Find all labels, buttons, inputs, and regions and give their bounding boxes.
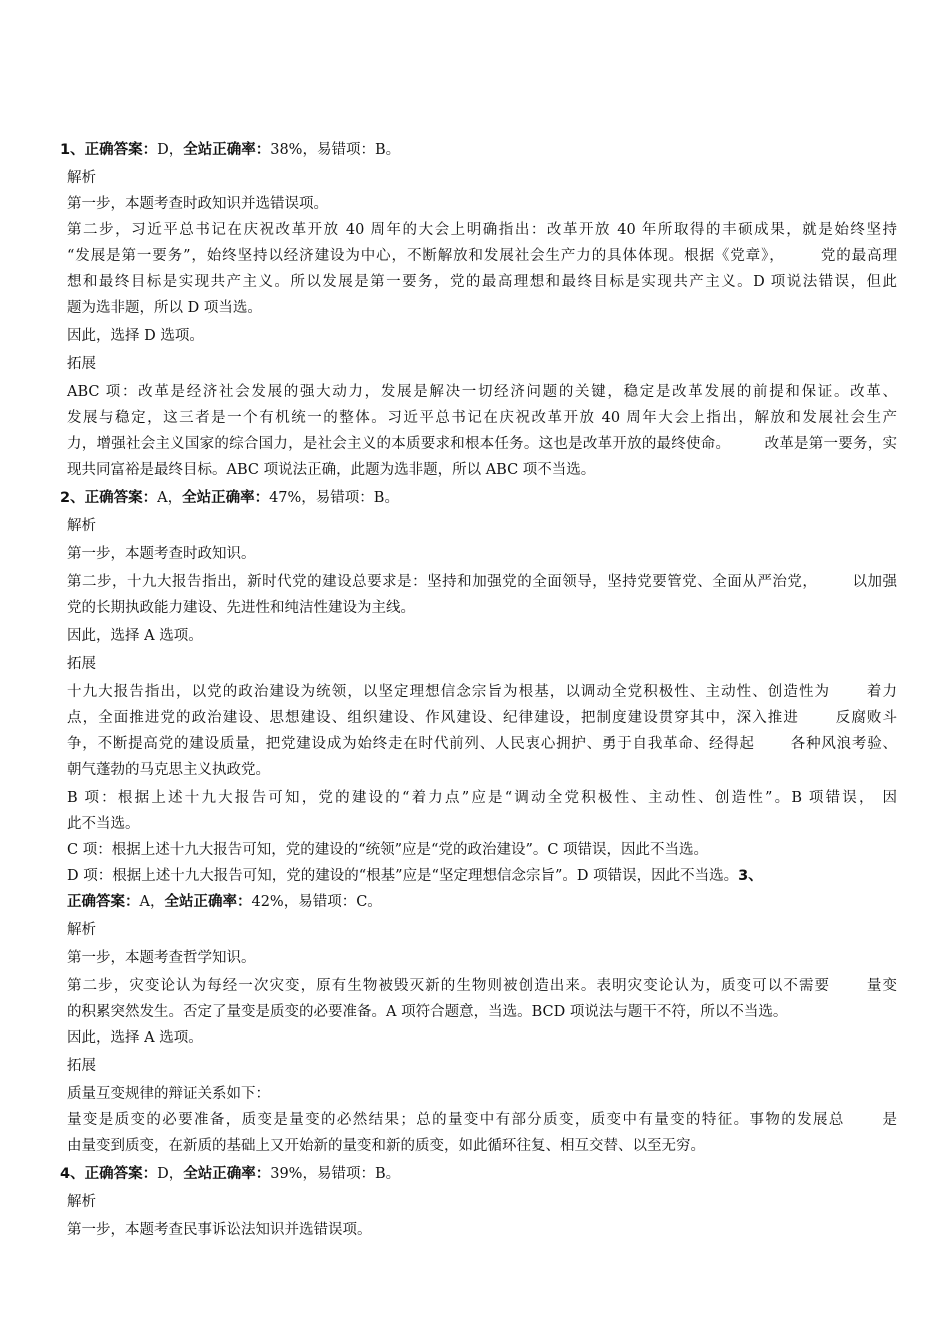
text-run: 第一步，本题考查时政知识并选错误项。	[67, 196, 328, 212]
text-line	[67, 948, 897, 968]
bold-label: 1、正确答案：	[60, 142, 158, 158]
bold-label: 2、正确答案：	[60, 490, 158, 506]
text-run: C 项：根据上述十九大报告可知，党的建设的“统领”应是“党的政治建设”。C 项错误，因此不当选。	[67, 842, 709, 858]
text-run: 现共同富裕是最终目标。ABC 项说法正确，此题为选非题，所以 ABC 项不当选。	[67, 462, 596, 478]
text-run: 因此，选择 A 选项。	[67, 628, 203, 644]
text-run: 的积累突然发生。否定了量变是质变的必要准备。A 项符合题意，当选。BCD 项说法与题干不符，所以不当选。	[67, 1004, 788, 1020]
text-line	[67, 866, 897, 886]
text-run: “发展是第一要务”，始终坚持以经济建设为中心，不断解放和发展社会生产力的具体体现。根据《党章》， 党的最高理	[67, 248, 897, 264]
text-line	[67, 626, 897, 646]
question-answer-header	[60, 1164, 890, 1184]
text-run: 由量变到质变，在新质的基础上又开始新的量变和新的质变，如此循环往复、相互交替、以至无穷。	[67, 1138, 705, 1154]
text-line	[67, 544, 897, 564]
text-run: 解析	[67, 922, 96, 938]
text-run: 力，增强社会主义国家的综合国力，是社会主义的本质要求和根本任务。这也是改革开放的最终使命。 改革是第一要务，实	[67, 436, 897, 452]
text-line	[67, 976, 897, 996]
text-run: 39%，易错项：B。	[270, 1166, 401, 1182]
text-line	[67, 168, 897, 188]
text-run: D，	[157, 1166, 184, 1182]
text-run: 朝气蓬勃的马克思主义执政党。	[67, 762, 270, 778]
text-run: 第二步，习近平总书记在庆祝改革开放 40 周年的大会上明确指出：改革开放 40 年所取得的丰硕成果，就是始终坚持	[67, 222, 897, 238]
text-run: 点，全面推进党的政治建设、思想建设、组织建设、作风建设、纪律建设，把制度建设贯穿其中，深入推进 反腐败斗	[67, 710, 897, 726]
text-line	[67, 1002, 897, 1022]
text-line	[67, 1084, 897, 1104]
bold-label: 全站正确率：	[183, 1166, 271, 1182]
text-run: 想和最终目标是实现共产主义。所以发展是第一要务，党的最高理想和最终目标是实现共产主义。D 项说法错误，但此	[67, 274, 897, 290]
text-line	[67, 892, 897, 912]
text-run: A，	[139, 894, 165, 910]
text-run: 第二步，十九大报告指出，新时代党的建设总要求是：坚持和加强党的全面领导，坚持党要管党、全面从严治党， 以加强	[67, 574, 897, 590]
text-line	[67, 1110, 897, 1130]
text-run: 十九大报告指出，以党的政治建设为统领，以坚定理想信念宗旨为根基，以调动全党积极性、主动性、创造性为 着力	[67, 684, 897, 700]
text-line	[67, 1056, 897, 1076]
bold-label: 全站正确率：	[182, 490, 270, 506]
text-run: 第二步，灾变论认为每经一次灾变，原有生物被毁灭新的生物则被创造出来。表明灾变论认为，质变可以不需要 量变	[67, 978, 897, 994]
text-line	[67, 194, 897, 214]
text-line	[67, 220, 897, 240]
text-run: 拓展	[67, 356, 96, 372]
text-run: ABC 项：改革是经济社会发展的强大动力，发展是解决一切经济问题的关键，稳定是改革发展的前提和保证。改革、	[67, 384, 897, 400]
text-line	[67, 460, 897, 480]
text-run: 争，不断提高党的建设质量，把党建设成为始终走在时代前列、人民衷心拥护、勇于自我革命、经得起 各种风浪考验、	[67, 736, 897, 752]
text-line	[67, 814, 897, 834]
text-line	[67, 246, 897, 266]
text-run: 拓展	[67, 656, 96, 672]
bold-label: 4、正确答案：	[60, 1166, 158, 1182]
text-line	[67, 598, 897, 618]
text-run: 因此，选择 A 选项。	[67, 1030, 203, 1046]
text-run: 38%，易错项：B。	[270, 142, 401, 158]
text-line	[67, 516, 897, 536]
bold-label: 全站正确率：	[183, 142, 271, 158]
text-run: 47%，易错项：B。	[269, 490, 399, 506]
text-run: A，	[157, 490, 183, 506]
text-line	[67, 682, 897, 702]
text-run: 因此，选择 D 选项。	[67, 328, 204, 344]
text-line	[67, 354, 897, 374]
bold-label: 正确答案：	[67, 894, 140, 910]
text-line	[67, 734, 897, 754]
text-run: 拓展	[67, 1058, 96, 1074]
text-line	[67, 298, 897, 318]
text-run: 第一步，本题考查民事诉讼法知识并选错误项。	[67, 1222, 372, 1238]
text-line	[67, 760, 897, 780]
text-run: 第一步，本题考查时政知识。	[67, 546, 256, 562]
text-run: 党的长期执政能力建设、先进性和纯洁性建设为主线。	[67, 600, 415, 616]
text-line	[67, 788, 897, 808]
text-run: 解析	[67, 1194, 96, 1210]
text-run: 解析	[67, 518, 96, 534]
text-run: 质量互变规律的辩证关系如下：	[67, 1086, 270, 1102]
text-line	[67, 1192, 897, 1212]
text-line	[67, 572, 897, 592]
text-run: 解析	[67, 170, 96, 186]
text-run: 此不当选。	[67, 816, 140, 832]
text-run: 量变是质变的必要准备，质变是量变的必然结果；总的量变中有部分质变，质变中有量变的特征。事物的发展总 是	[67, 1112, 897, 1128]
text-line	[67, 840, 897, 860]
text-run: 发展与稳定，这三者是一个有机统一的整体。习近平总书记在庆祝改革开放 40 周年大会上指出，解放和发展社会生产	[67, 410, 897, 426]
text-line	[67, 408, 897, 428]
text-line	[67, 920, 897, 940]
text-line	[67, 654, 897, 674]
text-line	[67, 1028, 897, 1048]
text-line	[67, 326, 897, 346]
text-line	[67, 434, 897, 454]
text-run: D，	[157, 142, 184, 158]
text-line	[67, 272, 897, 292]
text-line	[67, 1136, 897, 1156]
question-answer-header	[60, 140, 890, 160]
text-line	[67, 382, 897, 402]
text-run: 第一步，本题考查哲学知识。	[67, 950, 256, 966]
bold-label: 3、	[738, 868, 763, 884]
text-run: B 项：根据上述十九大报告可知，党的建设的“着力点”应是“调动全党积极性、主动性、创造性”。B 项错误， 因	[67, 790, 897, 806]
text-run: 42%，易错项：C。	[251, 894, 382, 910]
text-run: D 项：根据上述十九大报告可知，党的建设的“根基”应是“坚定理想信念宗旨”。D 项错误，因此不当选。	[67, 868, 739, 884]
text-run: 题为选非题，所以 D 项当选。	[67, 300, 262, 316]
question-answer-header	[60, 488, 890, 508]
text-line	[67, 708, 897, 728]
text-line	[67, 1220, 897, 1240]
bold-label: 全站正确率：	[164, 894, 252, 910]
